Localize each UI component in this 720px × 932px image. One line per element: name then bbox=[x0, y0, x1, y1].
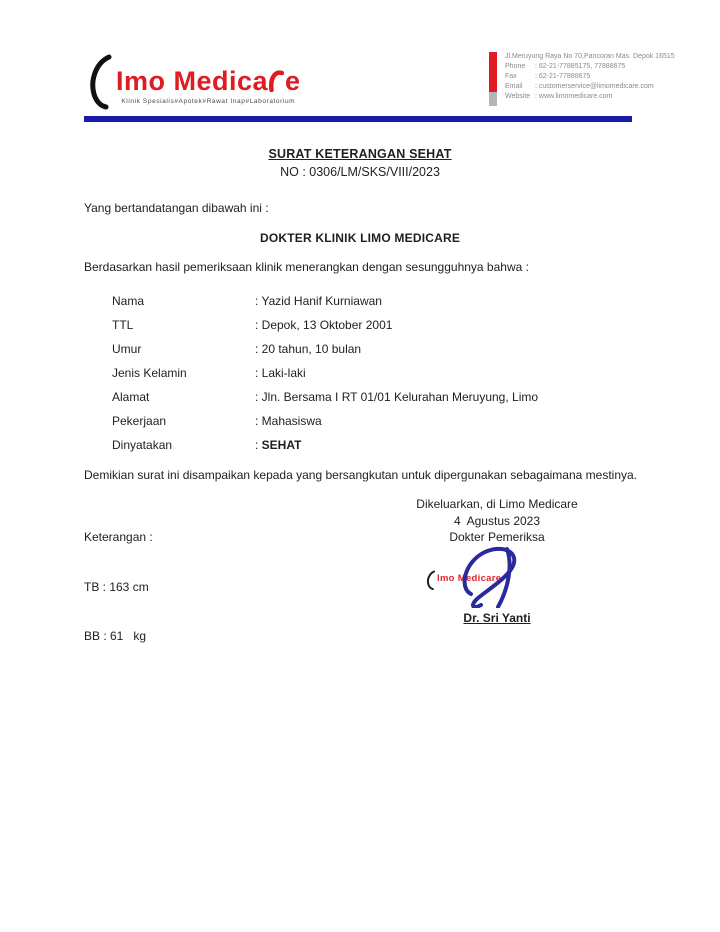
doctor-name: Dr. Sri Yanti bbox=[463, 610, 531, 625]
field-row-jenis-kelamin: Jenis Kelamin : Laki-laki bbox=[112, 366, 306, 380]
logo-text-block bbox=[116, 50, 301, 105]
health-status: SEHAT bbox=[261, 438, 302, 452]
notes-label: Keterangan : bbox=[84, 530, 153, 544]
contact-fax: Fax : 62-21-77888675 bbox=[505, 73, 591, 80]
clinic-tagline: Klinik Spesialis#Apotek#Rawat Inap#Laboratorium bbox=[121, 98, 296, 105]
field-row-alamat: Alamat : Jln. Bersama I RT 01/01 Kelurahan Meruyung, Limo bbox=[112, 390, 539, 404]
issuance-block bbox=[399, 496, 595, 626]
letterhead-divider bbox=[84, 116, 632, 122]
preamble-line: Berdasarkan hasil pemeriksaan klinik menerangkan dengan sesungguhnya bahwa : bbox=[84, 260, 529, 274]
contact-accent-bar bbox=[489, 52, 497, 106]
closing-line: Demikian surat ini disampaikan kepada yang bersangkutan untuk dipergunakan sebagaimana mestinya. bbox=[84, 468, 638, 482]
letter-title: SURAT KETERANGAN SEHAT bbox=[268, 147, 452, 161]
logo-letter-l-icon bbox=[84, 54, 114, 110]
field-row-nama: Nama : Yazid Hanif Kurniawan bbox=[112, 294, 382, 308]
logo-stylized-r-icon bbox=[269, 68, 284, 92]
accent-bar-red bbox=[489, 52, 497, 92]
notes-block bbox=[84, 496, 153, 678]
stamp-letter-l-icon bbox=[425, 570, 436, 590]
field-row-pekerjaan: Pekerjaan : Mahasiswa bbox=[112, 414, 322, 428]
weight-note: BB : 61 kg bbox=[84, 629, 147, 643]
height-note: TB : 163 cm bbox=[84, 579, 149, 594]
patient-fields bbox=[112, 295, 538, 463]
logo-text-before-r: Imo Medica bbox=[116, 66, 269, 96]
signatory-line: DOKTER KLINIK LIMO MEDICARE bbox=[259, 231, 461, 245]
logo-wordmark bbox=[116, 66, 301, 96]
field-row-ttl: TTL : Depok, 13 Oktober 2001 bbox=[112, 318, 393, 332]
logo-text-after-r: e bbox=[285, 66, 301, 96]
field-row-umur: Umur : 20 tahun, 10 bulan bbox=[112, 342, 362, 356]
opening-line: Yang bertandatangan dibawah ini : bbox=[84, 201, 269, 215]
letter-number: NO : 0306/LM/SKS/VIII/2023 bbox=[280, 165, 440, 179]
doctor-signature-icon bbox=[437, 544, 557, 608]
examiner-role: Dokter Pemeriksa bbox=[449, 530, 545, 544]
contact-email: Email : customerservice@limomedicare.com bbox=[505, 83, 654, 90]
contact-block bbox=[489, 52, 675, 106]
contact-address: Jl.Meruyung Raya No 70,Pancoran Mas. Depok 16515 bbox=[505, 53, 675, 60]
stamp-text: Imo Medicare bbox=[437, 573, 502, 585]
accent-bar-gray bbox=[489, 92, 497, 106]
field-row-dinyatakan: Dinyatakan : SEHAT bbox=[112, 438, 302, 452]
title-block bbox=[0, 147, 720, 179]
contact-lines bbox=[505, 52, 675, 106]
signature-area bbox=[399, 548, 595, 608]
contact-website: Website : www.limomedicare.com bbox=[505, 93, 613, 100]
issuance-date: 4 Agustus 2023 bbox=[453, 513, 541, 528]
clinic-logo bbox=[84, 50, 301, 110]
issuance-place: Dikeluarkan, di Limo Medicare bbox=[416, 497, 578, 511]
contact-phone: Phone : 62-21-77885175, 77888675 bbox=[505, 63, 626, 70]
dinyatakan-colon: : bbox=[255, 438, 262, 452]
